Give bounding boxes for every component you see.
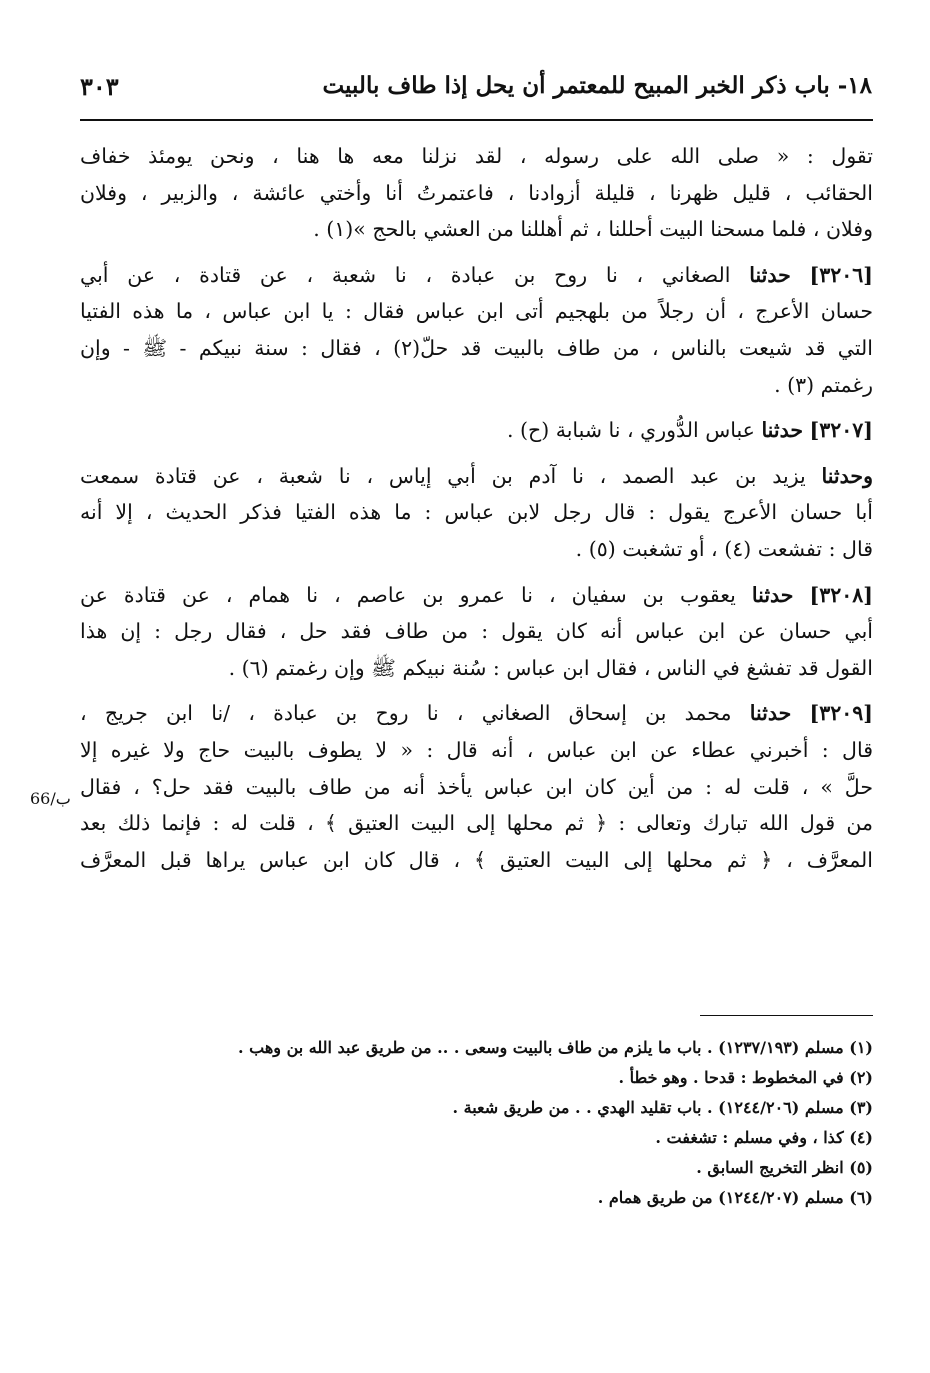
footnote: (٢) في المخطوط : قدحا . وهو خطأ .	[618, 1068, 873, 1087]
text-segment: محمد بن إسحاق الصغاني ، نا روح بن عبادة ، /نا ابن جريج ،	[80, 701, 732, 726]
main-text	[80, 138, 873, 887]
text-line: المعرَّف ، ﴿ ثم محلها إلى البيت العتيق ﴾ ، قال كان ابن عباس يراها قبل المعرَّف	[80, 847, 873, 872]
footnote: (٤) كذا ، وفي مسلم : تشغفت .	[655, 1128, 873, 1147]
haddathana: حدثنا	[751, 582, 794, 607]
hadith-3207-second-chain	[80, 458, 873, 568]
footnote: (٥) انظر التخريج السابق .	[696, 1158, 873, 1177]
text-line	[80, 695, 873, 732]
hadith-3207	[80, 412, 873, 449]
text-line: القول قد تفشغ في الناس ، فقال ابن عباس : سُنة نبيكم ﷺ وإن رغمتم (٦) .	[228, 655, 873, 680]
text-line: الحقائب ، قليل ظهرنا ، قليلة أزوادنا ، فاعتمرتُ أنا وأختي عائشة ، والزبير ، وفلان	[80, 180, 873, 205]
chapter-title: ١٨- باب ذكر الخبر المبيح للمعتمر أن يحل إذا طاف بالبيت	[322, 72, 872, 99]
haddathana: حدثنا	[749, 262, 791, 287]
hadith-3209	[80, 695, 873, 878]
haddathana: حدثنا	[761, 418, 804, 443]
text-segment: الصغاني ، نا روح بن عبادة ، نا شعبة ، عن قتادة ، عن أبي	[80, 262, 731, 287]
footnote-divider	[700, 1015, 873, 1016]
footnotes	[120, 1033, 873, 1213]
text-line: أبا حسان الأعرج يقول : قال رجل لابن عباس : ما هذه الفتيا فذكر الحديث ، إلا أنه	[80, 500, 873, 525]
haddathana: وحدثنا	[821, 463, 873, 488]
text-line: التي قد شيعت بالناس ، من طاف بالبيت قد حلّ(٢) ، فقال : سنة نبيكم - ﷺ - وإن	[80, 335, 873, 360]
text-line: رغمتم (٣) .	[774, 372, 873, 397]
text-segment: يزيد بن عبد الصمد ، نا آدم بن أبي إياس ، نا شعبة ، عن قتادة سمعت	[80, 463, 806, 488]
hadith-number: [٣٢٠٨]	[809, 582, 873, 607]
text-line: حسان الأعرج ، أن رجلاً من بلهجيم أتى ابن عباس فقال : يا ابن عباس ، ما هذه الفتيا	[80, 299, 873, 324]
footnote: (٦) مسلم (١٢٤٤/٢٠٧) من طريق همام .	[597, 1188, 873, 1207]
hadith-3206	[80, 257, 873, 403]
text-line: وفلان ، فلما مسحنا البيت أحللنا ، ثم أهللنا من العشي بالحج »(١) .	[313, 217, 873, 242]
text-line	[80, 577, 873, 614]
text-line	[80, 458, 873, 495]
text-line: قال : أخبرني عطاء عن ابن عباس ، أنه قال : « لا يطوف بالبيت حاج ولا غيره إلا	[80, 737, 873, 762]
haddathana: حدثنا	[749, 701, 792, 726]
text-segment: عباس الدُّوري ، نا شبابة (ح) .	[506, 418, 755, 443]
text-line: من قول الله تبارك وتعالى : ﴿ ثم محلها إلى البيت العتيق ﴾ ، قلت له : فإنما ذلك بعد	[80, 811, 873, 836]
footnote: (٣) مسلم (١٢٤٤/٢٠٦) . باب تقليد الهدي . . من طريق شعبة .	[452, 1098, 873, 1117]
text-segment: يعقوب بن سفيان ، نا عمرو بن عاصم ، نا همام ، عن قتادة عن	[80, 582, 736, 607]
hadith-number: [٣٢٠٧]	[809, 418, 873, 443]
text-line	[80, 412, 873, 449]
page-number: ٣٠٣	[80, 72, 119, 101]
text-line: تقول : « صلى الله على رسوله ، لقد نزلنا معه ها هنا ، ونحن يومئذ خفاف	[80, 144, 873, 168]
hadith-number: [٣٢٠٦]	[809, 262, 873, 287]
text-line: أبي حسان عن ابن عباس أنه كان يقول : من طاف فقد حل ، فقال رجل : إن هذا	[80, 619, 873, 644]
text-line	[80, 257, 873, 294]
manuscript-folio-note: 66/ب	[30, 789, 71, 808]
paragraph-continuation	[80, 138, 873, 248]
header-divider	[80, 119, 873, 121]
page-header	[80, 70, 872, 110]
footnote: (١) مسلم (١٢٣٧/١٩٣) . باب ما يلزم من طاف بالبيت وسعى . .. من طريق عبد الله بن وهب .	[238, 1038, 873, 1057]
text-line: حلَّ » ، قلت له : من أين كان ابن عباس يأخذ أنه من طاف بالبيت فقد حل؟ ، فقال	[80, 774, 873, 799]
hadith-number: [٣٢٠٩]	[809, 701, 873, 726]
text-line: قال : تفشعت (٤) ، أو تشغبت (٥) .	[575, 536, 873, 561]
hadith-3208	[80, 577, 873, 687]
